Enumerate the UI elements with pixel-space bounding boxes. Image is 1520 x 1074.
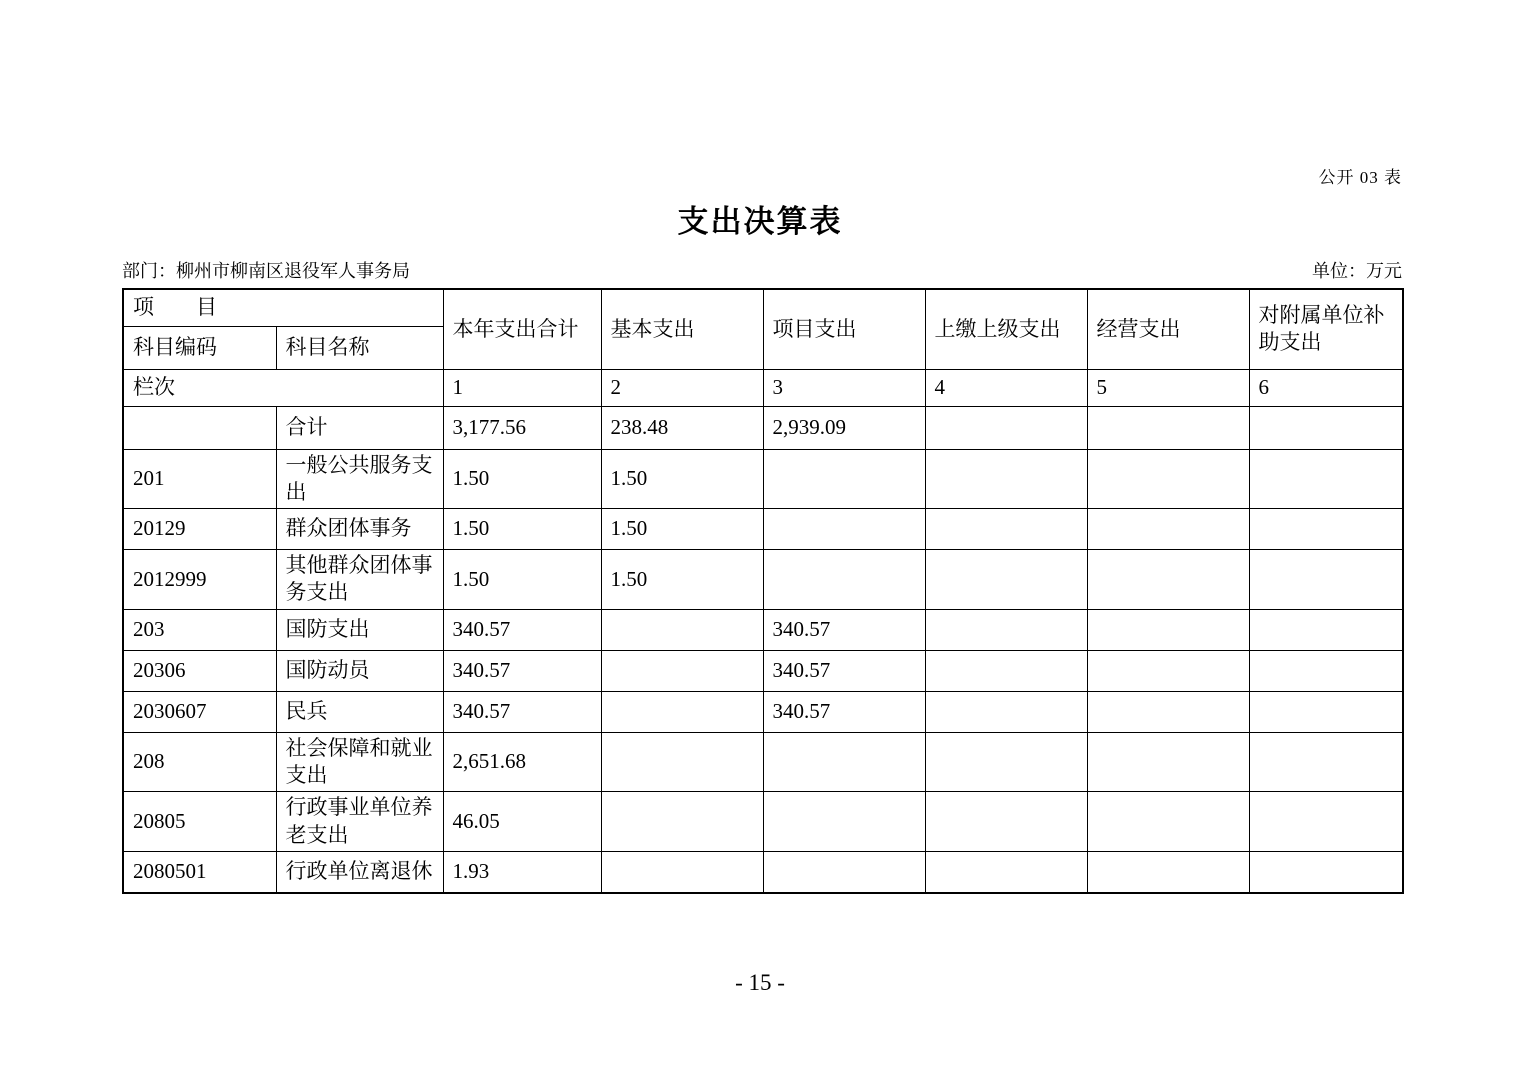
name-cell: 行政单位离退休 — [276, 851, 443, 893]
code-cell — [123, 406, 276, 449]
total-cell: 340.57 — [443, 650, 601, 691]
expenditure-table — [122, 288, 1404, 894]
subsidy-cell — [1249, 851, 1403, 893]
operating-cell — [1087, 509, 1249, 550]
operating-cell — [1087, 792, 1249, 852]
code-cell: 2080501 — [123, 851, 276, 893]
header-col-upper: 上缴上级支出 — [925, 289, 1087, 369]
code-cell: 2012999 — [123, 550, 276, 610]
code-cell: 20306 — [123, 650, 276, 691]
upper-cell — [925, 550, 1087, 610]
basic-cell: 238.48 — [601, 406, 763, 449]
operating-cell — [1087, 449, 1249, 509]
project-cell: 340.57 — [763, 609, 925, 650]
table-row — [123, 732, 1403, 792]
subsidy-cell — [1249, 732, 1403, 792]
subsidy-cell — [1249, 406, 1403, 449]
header-col-project: 项目支出 — [763, 289, 925, 369]
basic-cell: 1.50 — [601, 550, 763, 610]
subsidy-cell — [1249, 449, 1403, 509]
name-cell: 行政事业单位养老支出 — [276, 792, 443, 852]
project-cell — [763, 509, 925, 550]
total-cell: 340.57 — [443, 691, 601, 732]
total-cell: 1.50 — [443, 509, 601, 550]
total-cell: 2,651.68 — [443, 732, 601, 792]
lanci-2: 2 — [601, 369, 763, 406]
operating-cell — [1087, 851, 1249, 893]
basic-cell: 1.50 — [601, 449, 763, 509]
code-cell: 20129 — [123, 509, 276, 550]
name-cell: 民兵 — [276, 691, 443, 732]
lanci-6: 6 — [1249, 369, 1403, 406]
header-col-total: 本年支出合计 — [443, 289, 601, 369]
basic-cell: 1.50 — [601, 509, 763, 550]
code-cell: 208 — [123, 732, 276, 792]
project-cell — [763, 732, 925, 792]
header-col-operating: 经营支出 — [1087, 289, 1249, 369]
total-cell: 1.50 — [443, 449, 601, 509]
page-number: - 15 - — [735, 970, 785, 995]
subsidy-cell — [1249, 650, 1403, 691]
code-cell: 20805 — [123, 792, 276, 852]
project-cell — [763, 851, 925, 893]
name-cell: 社会保障和就业支出 — [276, 732, 443, 792]
header-name: 科目名称 — [276, 326, 443, 369]
total-cell: 1.93 — [443, 851, 601, 893]
code-cell: 201 — [123, 449, 276, 509]
table-row — [123, 851, 1403, 893]
operating-cell — [1087, 732, 1249, 792]
header-col-subsidy: 对附属单位补助支出 — [1249, 289, 1403, 369]
operating-cell — [1087, 550, 1249, 610]
code-cell: 2030607 — [123, 691, 276, 732]
operating-cell — [1087, 691, 1249, 732]
project-cell: 340.57 — [763, 691, 925, 732]
lanci-1: 1 — [443, 369, 601, 406]
page-title: 支出决算表 — [677, 204, 843, 239]
table-row — [123, 650, 1403, 691]
lanci-row — [123, 369, 1403, 406]
upper-cell — [925, 851, 1087, 893]
table-row — [123, 691, 1403, 732]
table-row — [123, 449, 1403, 509]
unit-label: 单位：万元 — [1312, 261, 1402, 281]
subsidy-cell — [1249, 792, 1403, 852]
doc-number-label: 公开 03 表 — [1318, 168, 1402, 187]
name-cell: 一般公共服务支出 — [276, 449, 443, 509]
upper-cell — [925, 609, 1087, 650]
upper-cell — [925, 732, 1087, 792]
lanci-4: 4 — [925, 369, 1087, 406]
lanci-label: 栏次 — [123, 369, 443, 406]
operating-cell — [1087, 650, 1249, 691]
upper-cell — [925, 449, 1087, 509]
project-cell — [763, 449, 925, 509]
table-row — [123, 509, 1403, 550]
name-cell: 国防支出 — [276, 609, 443, 650]
name-cell: 合计 — [276, 406, 443, 449]
subsidy-cell — [1249, 509, 1403, 550]
project-cell: 2,939.09 — [763, 406, 925, 449]
upper-cell — [925, 650, 1087, 691]
table-row — [123, 609, 1403, 650]
basic-cell — [601, 691, 763, 732]
basic-cell — [601, 650, 763, 691]
basic-cell — [601, 792, 763, 852]
subsidy-cell — [1249, 691, 1403, 732]
lanci-5: 5 — [1087, 369, 1249, 406]
header-row-top — [123, 289, 1403, 326]
subsidy-cell — [1249, 550, 1403, 610]
operating-cell — [1087, 609, 1249, 650]
total-cell: 3,177.56 — [443, 406, 601, 449]
upper-cell — [925, 406, 1087, 449]
operating-cell — [1087, 406, 1249, 449]
upper-cell — [925, 691, 1087, 732]
basic-cell — [601, 851, 763, 893]
name-cell: 其他群众团体事务支出 — [276, 550, 443, 610]
total-cell: 1.50 — [443, 550, 601, 610]
department-label: 部门：柳州市柳南区退役军人事务局 — [122, 261, 410, 281]
header-item-group: 项 目 — [123, 289, 443, 326]
project-cell — [763, 792, 925, 852]
table-row-total — [123, 406, 1403, 449]
total-cell: 46.05 — [443, 792, 601, 852]
subsidy-cell — [1249, 609, 1403, 650]
basic-cell — [601, 732, 763, 792]
name-cell: 国防动员 — [276, 650, 443, 691]
header-col-basic: 基本支出 — [601, 289, 763, 369]
basic-cell — [601, 609, 763, 650]
total-cell: 340.57 — [443, 609, 601, 650]
header-code: 科目编码 — [123, 326, 276, 369]
code-cell: 203 — [123, 609, 276, 650]
lanci-3: 3 — [763, 369, 925, 406]
project-cell: 340.57 — [763, 650, 925, 691]
name-cell: 群众团体事务 — [276, 509, 443, 550]
table-row — [123, 550, 1403, 610]
meta-row — [122, 257, 1402, 283]
upper-cell — [925, 509, 1087, 550]
table-row — [123, 792, 1403, 852]
project-cell — [763, 550, 925, 610]
upper-cell — [925, 792, 1087, 852]
